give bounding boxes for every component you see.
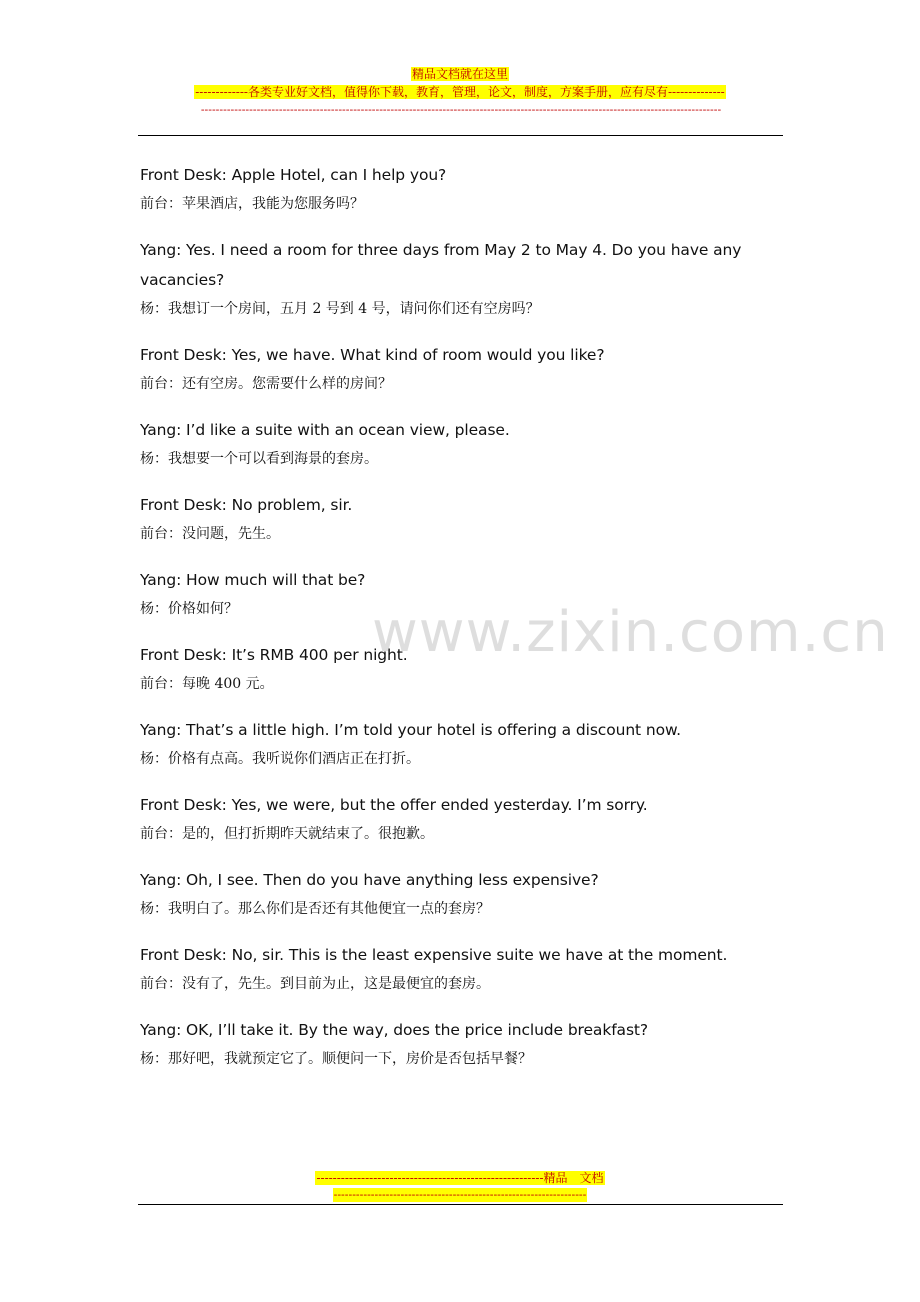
dialog-line-zh: 杨：我明白了。那么你们是否还有其他便宜一点的套房？ — [140, 901, 490, 917]
header-dash-line: -------------------------------------------------------------------------------------------------------------------------------------------- — [200, 103, 722, 116]
dialog-line-zh: 前台：还有空房。您需要什么样的房间？ — [140, 376, 392, 392]
dialog-line-zh: 杨：价格如何？ — [140, 601, 238, 617]
header-divider — [138, 135, 783, 136]
dialog-line-zh: 前台：苹果酒店，我能为您服务吗？ — [140, 196, 364, 212]
dialog-line-zh: 前台：没有了，先生。到目前为止，这是最便宜的套房。 — [140, 976, 490, 992]
dialog-pair — [140, 790, 785, 848]
watermark: www.zixin.com.cn — [372, 600, 889, 665]
header-subtitle-row — [0, 84, 920, 100]
dialog-pair — [140, 940, 785, 998]
dialog-line-en: Yang: How much will that be? — [140, 571, 366, 589]
dialog-line-zh: 前台：没问题，先生。 — [140, 526, 280, 542]
dialog-pair — [140, 490, 785, 548]
dialog-line-en: Yang: I’d like a suite with an ocean view, please. — [140, 421, 510, 439]
dialog-pair — [140, 340, 785, 398]
dialog-line-zh: 前台：是的，但打折期昨天就结束了。很抱歉。 — [140, 826, 434, 842]
dialog-pair — [140, 415, 785, 473]
dialog-pair — [140, 715, 785, 773]
dialog-line-en: Front Desk: It’s RMB 400 per night. — [140, 646, 408, 664]
dialog-pair — [140, 160, 785, 218]
dialog-line-en: Yang: Oh, I see. Then do you have anything less expensive? — [140, 871, 599, 889]
dialog-line-zh: 杨：那好吧，我就预定它了。顺便问一下，房价是否包括早餐？ — [140, 1051, 532, 1067]
footer-dash-line: -------------------------------------------------------------------- — [333, 1188, 587, 1201]
dialog-line-en: Front Desk: No problem, sir. — [140, 496, 353, 514]
footer-divider — [138, 1204, 783, 1205]
dialog-line-en: Front Desk: No, sir. This is the least expensive suite we have at the moment. — [140, 946, 728, 964]
dialog-pair — [140, 1015, 785, 1073]
header-subtitle: -------------各类专业好文档，值得你下载，教育，管理，论文，制度，方案手册，应有尽有-------------- — [195, 85, 725, 99]
dialog-line-zh: 前台：每晚 400 元。 — [140, 676, 274, 692]
dialog-line-en: Yang: OK, I’ll take it. By the way, does the price include breakfast? — [140, 1021, 649, 1039]
header-title-row — [0, 66, 920, 82]
dialog-line-zh: 杨：价格有点高。我听说你们酒店正在打折。 — [140, 751, 420, 767]
dialog-line-zh: 杨：我想要一个可以看到海景的套房。 — [140, 451, 378, 467]
dialog-line-en: Front Desk: Yes, we were, but the offer ended yesterday. I’m sorry. — [140, 796, 648, 814]
dialog-line-en: Front Desk: Yes, we have. What kind of room would you like? — [140, 346, 605, 364]
dialog-line-en: Yang: Yes. I need a room for three days from May 2 to May 4. Do you have any vacancies? — [140, 241, 742, 289]
footer-label: --------------------------------------------------------精品 文档 — [316, 1171, 604, 1185]
dialog-line-en: Yang: That’s a little high. I’m told your hotel is offering a discount now. — [140, 721, 681, 739]
dialog-pair — [140, 235, 785, 323]
dialog-pair — [140, 865, 785, 923]
header-title: 精品文档就在这里 — [411, 67, 508, 81]
footer-dash-row — [0, 1188, 920, 1202]
footer-label-row — [0, 1170, 920, 1186]
dialog-line-zh: 杨：我想订一个房间，五月 2 号到 4 号，请问你们还有空房吗？ — [140, 301, 540, 317]
dialog-line-en: Front Desk: Apple Hotel, can I help you? — [140, 166, 447, 184]
